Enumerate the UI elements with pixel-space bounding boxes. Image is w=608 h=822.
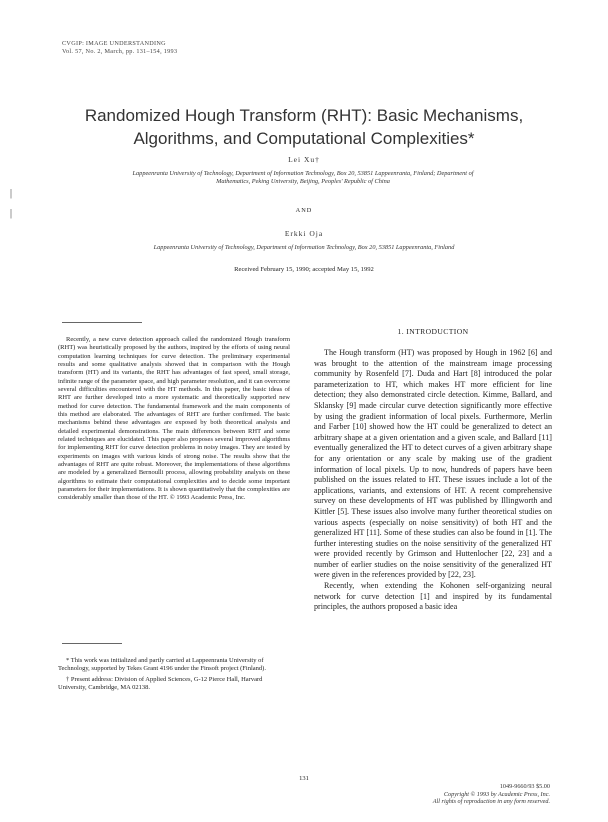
author-2-name: Erkki Oja (284, 229, 324, 238)
page-number: 131 (299, 775, 309, 782)
abstract-rule (62, 322, 142, 323)
footnote: † Present address: Division of Applied Sciences, G-12 Pierce Hall, Harvard University, Cambridge, MA 02138. (58, 676, 263, 691)
section-heading: 1. INTRODUCTION (397, 327, 469, 336)
title-line-2: Algorithms, and Computational Complexities* (133, 129, 475, 148)
affiliation-line: Mathematics, Peking University, Beijing, Peoples' Republic of China (216, 178, 390, 186)
journal-header (62, 40, 177, 56)
paragraph: Recently, when extending the Kohonen self-organizing neural network for curve detection [1] and inspired by its fundamental principles, the authors proposed a basic idea (314, 581, 552, 612)
author-1-name: Lei Xu† (288, 155, 320, 164)
received-date: Received February 15, 1990; accepted May 15, 1992 (234, 266, 374, 273)
paragraph: The Hough transform (HT) was proposed by Hough in 1962 [6] and was brought to the attention of the mainstream image processing community by Rosenfeld [7]. Duda and Hart [8] introduced the polar parameterization to HT, which makes HT more efficient for line detection; they also demonstrated circle detection. Kimme, Ballard, and Sklansky [9] made circular curve detection significantly more effective by using the gradient information of local pixels. Furthermore, Merlin and Farber [10] showed how the HT could be generalized to detect an arbitrary shape at a given orientation and a given scale, and Ballard [11] eventually generalized the HT to detect curves of a given arbitrary shape for any orientation or any scale by making use of the gradient information of local pixels. Up to now, hundreds of papers have been published on the issues related to HT. These issues include a lot of the applications, variants, and extensions of HT. A recent comprehensive survey on these developments of HT was published by Illingworth and Kittler [5]. These issues also involve many further theoretical studies on various aspects (especially on noise sensitivity) of both HT and the generalized HT [11]. Some of these studies can also be found in [1]. The further interesting studies on the noise sensitivity of the generalized HT were provided recently by Grimson and Huttenlocher [22, 23] and a number of earlier studies on the noise sensitivity of the generalized HT were given in the references provided by [22, 23]. (314, 348, 552, 580)
copyright-block (410, 783, 550, 806)
paper-title (40, 104, 568, 150)
journal-volume: Vol. 57, No. 2, March, pp. 131–154, 1993 (62, 48, 178, 55)
rights-line: All rights of reproduction in any form reserved. (432, 798, 550, 806)
introduction-body (314, 348, 552, 613)
footnote-rule (62, 643, 122, 644)
footnotes (58, 657, 290, 695)
affiliation-line: Lappeenranta University of Technology, Department of Information Technology, Box 20, 53851 Lappeenranta, Finland; Department of (132, 170, 474, 177)
and-separator: AND (295, 207, 313, 214)
title-line-1: Randomized Hough Transform (RHT): Basic Mechanisms, (84, 106, 524, 125)
abstract-text: Recently, a new curve detection approach called the randomized Hough transform (RHT) was heuristically proposed by the authors, inspired by the efforts of using neural computation learning techniques for curve detection. The preliminary experimental results and some qualitative analysis showed that in comparison with the Hough transform (HT) and its variants, the RHT has advantages of fast speed, small storage, infinite range of the parameter space, and high parameter resolution, and it can overcome several difficulties encountered with the HT methods. In this paper, the basic ideas of RHT are further developed into a more systematic and theoretically supported new method for curve detection. The fundamental framework and the main components of this method are elaborated. The advantages of RHT are further confirmed. The basic mechanisms behind these advantages are exposed by both theoretical analysis and detailed experimental demonstrations. The main differences between RHT and some related techniques are elucidated. This paper also proposes several improved algorithms for implementing RHT for curve detection problems in noisy images. They are tested by experiments on images with various kinds of strong noise. The results show that the advantages of RHT are quite robust. Moreover, the implementations of these algorithms are modeled by a generalized Bernoulli process, allowing probability analysis on these algorithms to estimate their computational complexities and to decide some important parameters for their implementations. It is shown quantitatively that the complexities are considerably smaller than those of the HT. © 1993 Academic Press, Inc. (58, 336, 290, 502)
footnote: * This work was initialized and partly carried at Lappeenranta University of Technology, supported by Tekes Grant 4196 under the Finsoft project (Finland). (58, 657, 266, 672)
author-1-affiliation (88, 170, 518, 186)
issn: 1049-9660/93 $5.00 (499, 783, 550, 790)
journal-name: CVGIP: IMAGE UNDERSTANDING (62, 40, 166, 47)
margin-mark: | (10, 188, 13, 199)
margin-mark: | (10, 208, 13, 219)
copyright-line: Copyright © 1993 by Academic Press, Inc. (443, 790, 550, 798)
abstract (58, 336, 290, 503)
author-2-affiliation: Lappeenranta University of Technology, Department of Information Technology, Box 20, 53851 Lappeenranta, Finland (153, 244, 455, 251)
